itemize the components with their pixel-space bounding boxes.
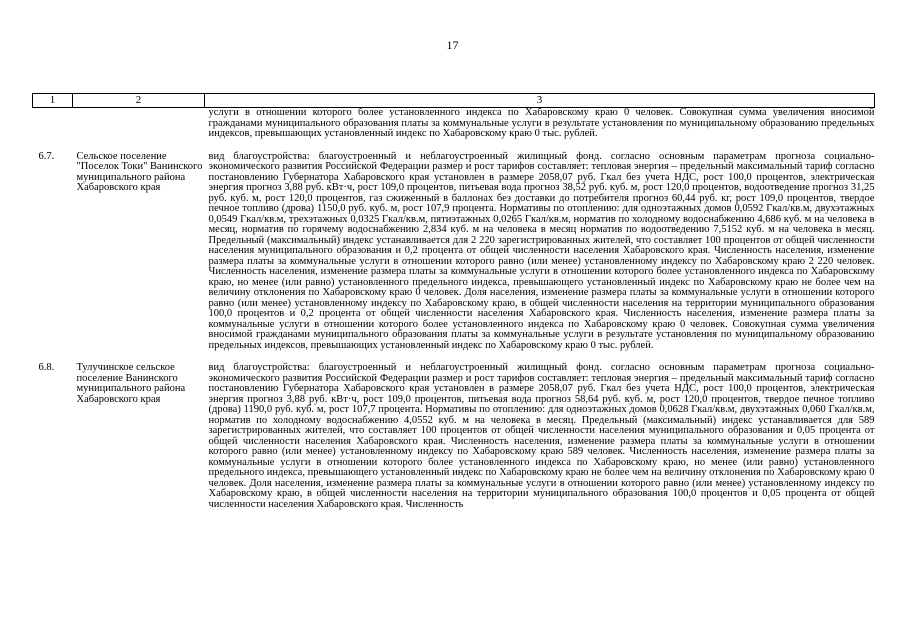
row-description: вид благоустройства: благоустроенный и неблагоустроенный жилищный фонд. согласно основным параметрам прогноза социально-экономического развития Российской Федерации размер и рост тарифов составляет: тепловая энергия – предельный максимальный тариф согласно постановлению Губернатора Хабаровского края установлен в размере 2058,07 руб. Гкал без учета НДС, рост 100,0 процентов, электрическая энергия прогноз 3,88 руб. кВт·ч, рост 109,0 процентов, питьевая вода прогноз 58,64 руб. куб. м, рост 120,0 процентов, твердое печное топливо (дрова) 1190,0 руб. куб. м, рост 107,7 процента. Нормативы по отоплению: для одноэтажных домов 0,0628 Гкал/кв.м, двухэтажных 0,060 Гкал/кв.м, норматив по холодному водоснабжению 4,0552 куб. м на человека в месяц. Предельный (максимальный) индекс устанавливается для 589 зарегистрированных жителей, что составляет 100 процентов от общей численности населения муниципального образования и 0,05 процента от общей численности населения Хабаровского края. Численность населения, изменение размера платы за коммунальные услуги в отношении которого равно (или менее) установленному индексу по Хабаровскому краю 589 человек. Численность населения, изменение размера платы за коммунальные услуги в отношении которого более установленного индекса по Хабаровскому краю, но менее (или равно) установленного предельного индекса, превышающего установленный индекс по Хабаровскому краю не более чем на величину отклонения по Хабаровскому краю 0 человек. Доля населения, изменение размера платы за коммунальные услуги в отношении которого равно (или менее) установленному индексу по Хабаровскому краю, в общей численности населения на территории муниципального образования 100,0 процентов и 0,05 процента от общей численности населения Хабаровского края. Численность (208, 362, 875, 510)
continuation-text: услуги в отношении которого более установленного индекса по Хабаровскому краю 0 человек. Совокупная сумма увеличения вносимой гражданами муниципального образования платы за коммунальные услуги в результате установления по муниципальному образованию предельных индексов, превышающих установленный индекс по Хабаровскому краю 0 тыс. рублей. (208, 107, 875, 139)
column-header-3: 3 (205, 94, 875, 108)
column-header-1: 1 (33, 94, 73, 108)
table-header-row (33, 94, 875, 108)
municipality-name: Тулучинское сельское поселение Ванинского муниципального района Хабаровского края (76, 362, 186, 405)
continuation-num-cell (33, 108, 73, 140)
row-number: 6.8. (38, 362, 55, 373)
continuation-name-cell (73, 108, 205, 140)
column-header-2: 2 (73, 94, 205, 108)
page-number: 17 (446, 38, 459, 52)
row-number: 6.7. (38, 150, 55, 162)
row-description: вид благоустройства: благоустроенный и неблагоустроенный жилищный фонд. согласно основным параметрам прогноза социально-экономического развития Российской Федерации размер и рост тарифов составляет: тепловая энергия – предельный максимальный тариф согласно постановлению Губернатора Хабаровского края установлен в размере 2058,07 руб. Гкал без учета НДС, рост 100,0 процентов, электрическая энергия прогноз 3,88 руб. кВт·ч, рост 109,0 процентов, питьевая вода прогноз 38,52 руб. куб. м, рост 120,0 процентов, водоотведение прогноз 31,25 руб. куб. м, рост 120,0 процентов, газ сжиженный в баллонах без доставки до потребителя прогноз 60,44 руб. кг, рост 109,0 процентов, твердое печное топливо (дрова) 1150,0 руб. куб. м, рост 107,9 процента. Нормативы по отоплению: для одноэтажных домов 0,0592 Гкал/кв.м, двухэтажных 0,0549 Гкал/кв.м, трехэтажных 0,0325 Гкал/кв.м, пятиэтажных 0,0265 Гкал/кв.м, норматив по холодному водоснабжению 4,686 куб. м на человека в месяц, норматив по горячему водоснабжению 2,834 куб. м на человека в месяц норматив по водоотведению 7,5152 куб. м на человека в месяц. Предельный (максимальный) индекс устанавливается для 2 220 зарегистрированных жителей, что составляет 100 процентов от общей численности населения муниципального образования и 0,2 процента от общей численности населения Хабаровского края. Численность населения, изменение размера платы за коммунальные услуги в отношении которого равно (или менее) установленному индексу по Хабаровскому краю 2 220 человек. Численность населения, изменение размера платы за коммунальные услуги в отношении которого более установленного индекса по Хабаровскому краю, но менее (или равно) установленного предельного индекса, превышающего установленный индекс по Хабаровскому краю не более чем на величину отклонения по Хабаровскому краю 0 человек. Доля населения, изменение размера платы за коммунальные услуги в отношении которого равно (или менее) установленному индексу по Хабаровскому краю, в общей численности населения на территории муниципального образования 100,0 процентов и 0,2 процента от общей численности населения Хабаровского края. Численность населения, изменение размера платы за коммунальные услуги в отношении которого более установленного индекса по Хабаровскому краю 0 человек. Совокупная сумма увеличения вносимой гражданами муниципального образования платы за коммунальные услуги в результате установления по муниципальному образованию предельных индексов, превышающих установленный индекс по Хабаровскому краю 0 тыс. рублей. (208, 150, 875, 351)
table-row-continuation (33, 108, 875, 140)
table-row (33, 140, 875, 352)
table-row (33, 351, 875, 510)
municipality-name: Сельское поселение "Поселок Токи" Ванинского муниципального района Хабаровского края (76, 150, 203, 193)
tariff-table (32, 93, 875, 510)
